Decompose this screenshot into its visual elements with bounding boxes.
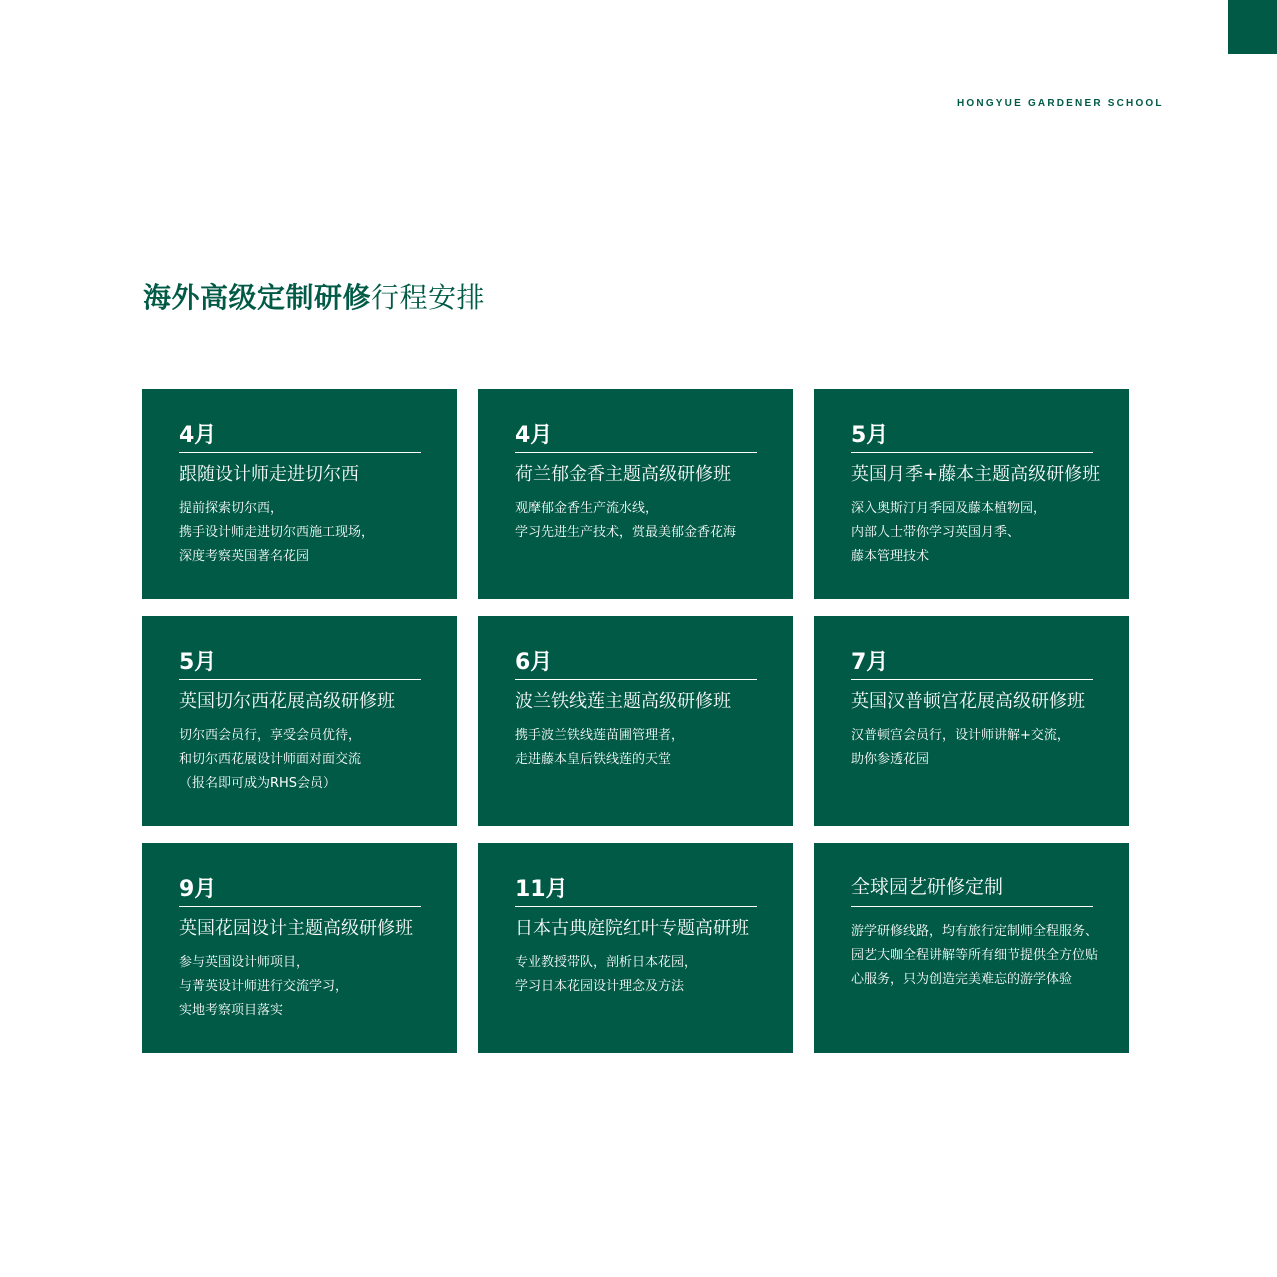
- card-description-line: 与菁英设计师进行交流学习，: [179, 979, 349, 994]
- card-divider: [179, 452, 421, 453]
- card-divider: [851, 452, 1093, 453]
- card-heading: 跟随设计师走进切尔西: [179, 464, 359, 485]
- program-card: [142, 843, 457, 1053]
- card-description-line: 专业教授带队，剖析日本花园，: [515, 955, 698, 970]
- card-month: 11月: [515, 877, 568, 902]
- card-description: [179, 724, 439, 796]
- card-description: [179, 951, 439, 1023]
- card-description: [851, 724, 1111, 772]
- card-description-line: 深入奥斯汀月季园及藤本植物园，: [851, 501, 1047, 516]
- program-card: [142, 616, 457, 826]
- page-title-light: 行程安排: [371, 281, 486, 314]
- page-title-bold: 海外高级定制研修: [143, 281, 372, 314]
- card-divider: [515, 906, 757, 907]
- card-description-line: 切尔西会员行，享受会员优待，: [179, 728, 362, 743]
- card-heading: 波兰铁线莲主题高级研修班: [515, 691, 731, 712]
- card-month: 4月: [179, 423, 217, 448]
- card-divider: [851, 906, 1093, 907]
- card-description-line: 内部人士带你学习英国月季、: [851, 525, 1021, 540]
- card-month: 9月: [179, 877, 217, 902]
- card-description: [515, 497, 775, 545]
- card-heading: 日本古典庭院红叶专题高研班: [515, 918, 749, 939]
- card-divider: [851, 679, 1093, 680]
- program-card: [478, 389, 793, 599]
- card-month: 6月: [515, 650, 553, 675]
- card-description: [515, 951, 775, 999]
- card-heading: 荷兰郁金香主题高级研修班: [515, 464, 731, 485]
- card-description: [851, 497, 1111, 569]
- card-description-line: 实地考察项目落实: [179, 1003, 284, 1018]
- card-month: 4月: [515, 423, 553, 448]
- program-card: [478, 616, 793, 826]
- card-heading: 英国汉普顿宫花展高级研修班: [851, 691, 1085, 712]
- card-description-line: 携手波兰铁线莲苗圃管理者，: [515, 728, 685, 743]
- card-description: [179, 497, 439, 569]
- card-month: 5月: [179, 650, 217, 675]
- corner-accent-block: [1228, 0, 1277, 54]
- card-description-line: 和切尔西花展设计师面对面交流: [179, 752, 362, 767]
- card-description-line: 学习先进生产技术，赏最美郁金香花海: [515, 525, 737, 540]
- card-description-line: 走进藤本皇后铁线莲的天堂: [515, 752, 672, 767]
- program-card: [814, 616, 1129, 826]
- program-card: [142, 389, 457, 599]
- card-divider: [179, 679, 421, 680]
- custom-program-card: [814, 843, 1129, 1053]
- program-grid: [142, 389, 1130, 1053]
- card-divider: [515, 679, 757, 680]
- card-description-line: 观摩郁金香生产流水线，: [515, 501, 659, 516]
- card-heading: 英国切尔西花展高级研修班: [179, 691, 395, 712]
- page-title: [143, 276, 485, 316]
- card-description-line: （报名即可成为RHS会员）: [179, 776, 337, 791]
- card-month: 7月: [851, 650, 889, 675]
- card-divider: [179, 906, 421, 907]
- card-month: 5月: [851, 423, 889, 448]
- card-description-line: 助你参透花园: [851, 752, 930, 767]
- card-description: [515, 724, 775, 772]
- card-divider: [515, 452, 757, 453]
- card-description-line: 藤本管理技术: [851, 549, 930, 564]
- card-heading: 英国月季+藤本主题高级研修班: [851, 464, 1101, 485]
- card-heading: 全球园艺研修定制: [851, 876, 1004, 898]
- program-card: [814, 389, 1129, 599]
- card-description: [851, 920, 1101, 992]
- brand-name: HONGYUE GARDENER SCHOOL: [957, 98, 1164, 109]
- card-heading: 英国花园设计主题高级研修班: [179, 918, 413, 939]
- program-card: [478, 843, 793, 1053]
- card-description-line: 携手设计师走进切尔西施工现场，: [179, 525, 375, 540]
- card-description-line: 汉普顿宫会员行，设计师讲解+交流，: [851, 728, 1070, 743]
- card-description-line: 参与英国设计师项目，: [179, 955, 310, 970]
- card-description-line: 提前探索切尔西，: [179, 501, 284, 516]
- card-description-line: 深度考察英国著名花园: [179, 549, 310, 564]
- card-description-line: 学习日本花园设计理念及方法: [515, 979, 685, 994]
- card-description-line: 游学研修线路，均有旅行定制师全程服务、园艺大咖全程讲解等所有细节提供全方位贴心服务，只为创造完美难忘的游学体验: [851, 924, 1099, 987]
